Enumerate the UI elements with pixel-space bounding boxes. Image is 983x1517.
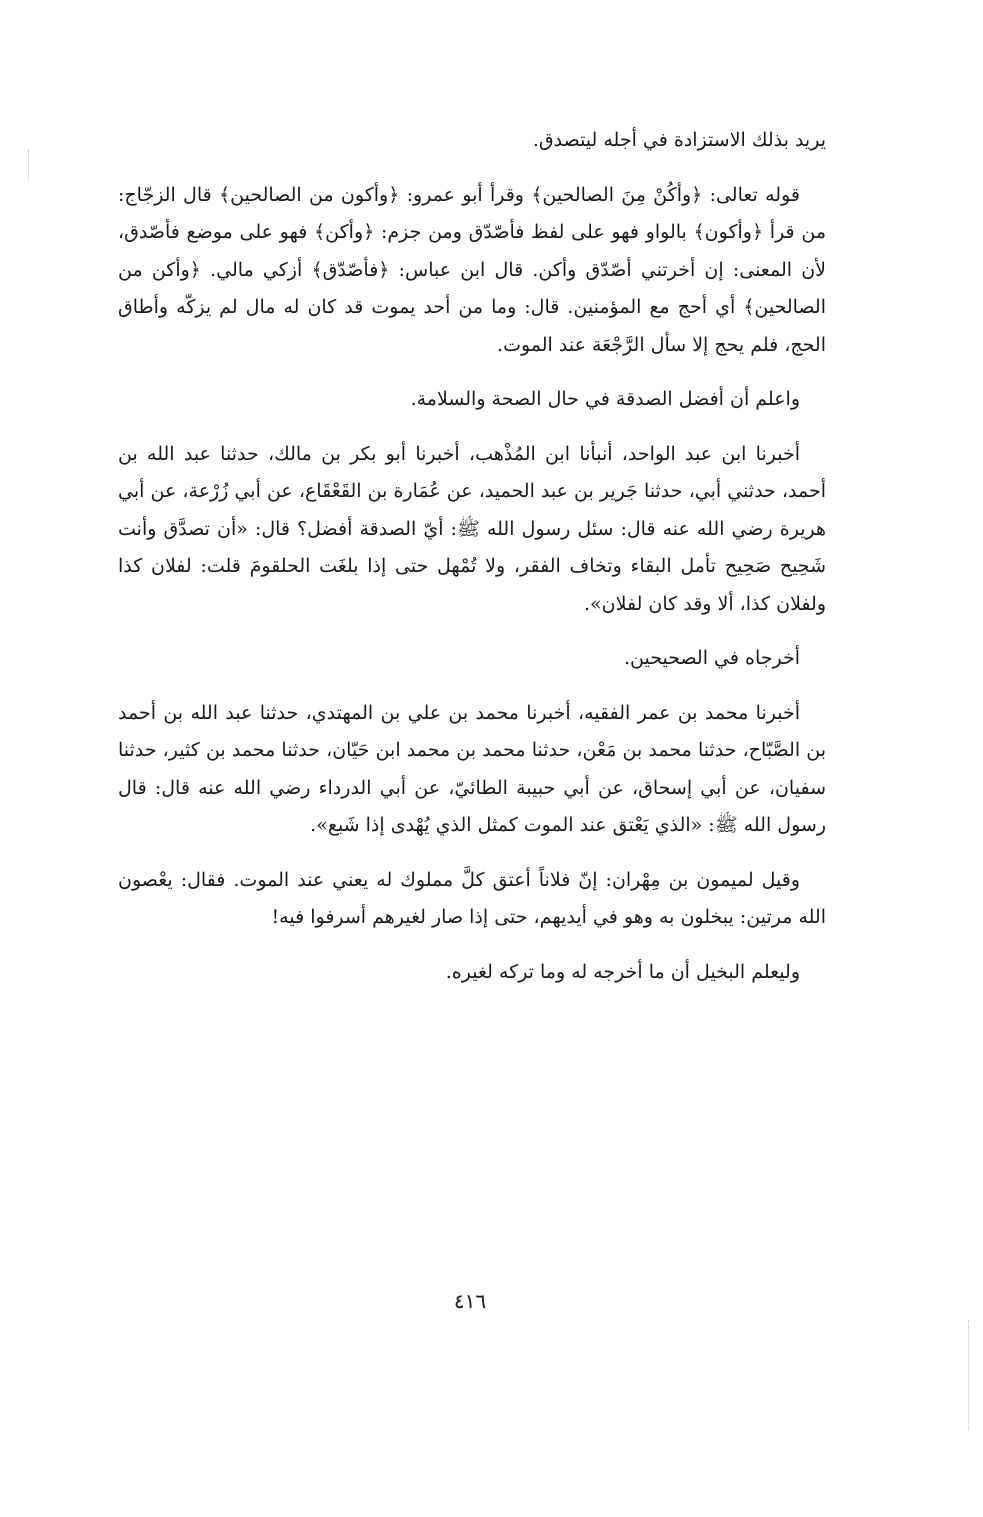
paragraph: يريد بذلك الاستزادة في أجله ليتصدق.: [532, 129, 826, 151]
scan-margin-mark: [28, 150, 31, 180]
paragraph: قوله تعالى: ﴿وأكُنْ مِنَ الصالحين﴾ وقرأ أبو عمرو: ﴿وأكون من الصالحين﴾ قال الزجّاج: من قرأ ﴿وأكون﴾ بالواو فهو على لفظ فأصّدّق ومن جزم: ﴿وأكن﴾ فهو على موضع فأصّدق، لأن المعنى: إن أخرتني أصّدّق وأكن. قال ابن عباس: ﴿فأصّدّق﴾ أزكي مالي. ﴿وأكن من الصالحين﴾ أي أحج مع المؤمنين. قال: وما من أحد يموت قد كان له مال لم يزكّه وأطاق الحج، فلم يحج إلا سأل الرَّجْعَة عند الموت.: [118, 183, 826, 356]
paragraph: واعلم أن أفضل الصدقة في حال الصحة والسلامة.: [410, 388, 800, 410]
paragraph: أخبرنا ابن عبد الواحد، أنبأنا ابن المُذْهب، أخبرنا أبو بكر بن مالك، حدثنا عبد الله بن أحمد، حدثني أبي، حدثنا جَرير بن عبد الحميد، عن عُمَارة بن القَعْقَاع، عن أبي زُرْعة، عن أبي هريرة رضي الله عنه قال: سئل رسول الله ﷺ: أيّ الصدقة أفضل؟ قال: «أن تصدَّق وأنت شَحِيح صَحِيح تأمل البقاء وتخاف الفقر، ولا تُمْهل حتى إذا بلغَت الحلقومَ قلت: لفلان كذا ولفلان كذا، ألا وقد كان لفلان».: [118, 442, 826, 615]
page-number: ٤١٦: [453, 1289, 487, 1313]
paragraph: أخبرنا محمد بن عمر الفقيه، أخبرنا محمد بن علي بن المهتدي، حدثنا عبد الله بن أحمد بن الصَّبّاح، حدثنا محمد بن مَعْن، حدثنا محمد بن محمد ابن حَيّان، حدثنا محمد بن كثير، حدثنا سفيان، عن أبي إسحاق، عن أبي حبيبة الطائيّ، عن أبي الدرداء رضي الله عنه قال: قال رسول الله ﷺ: «الذي يَعْتق عند الموت كمثل الذي يُهْدى إذا شَبع».: [118, 701, 826, 836]
paragraph: أخرجاه في الصحيحين.: [623, 647, 800, 669]
paragraph: وقيل لميمون بن مِهْران: إنّ فلاناً أعتق كلَّ مملوك له يعني عند الموت. فقال: يعْصون الله مرتين: يبخلون به وهو في أيديهم، حتى إذا صار لغيرهم أسرفوا فيه!: [118, 868, 826, 928]
paragraph: وليعلم البخيل أن ما أخرجه له وما تركه لغيره.: [445, 960, 800, 983]
page-body-text: [118, 122, 826, 1008]
scan-margin-mark: [968, 1320, 971, 1430]
